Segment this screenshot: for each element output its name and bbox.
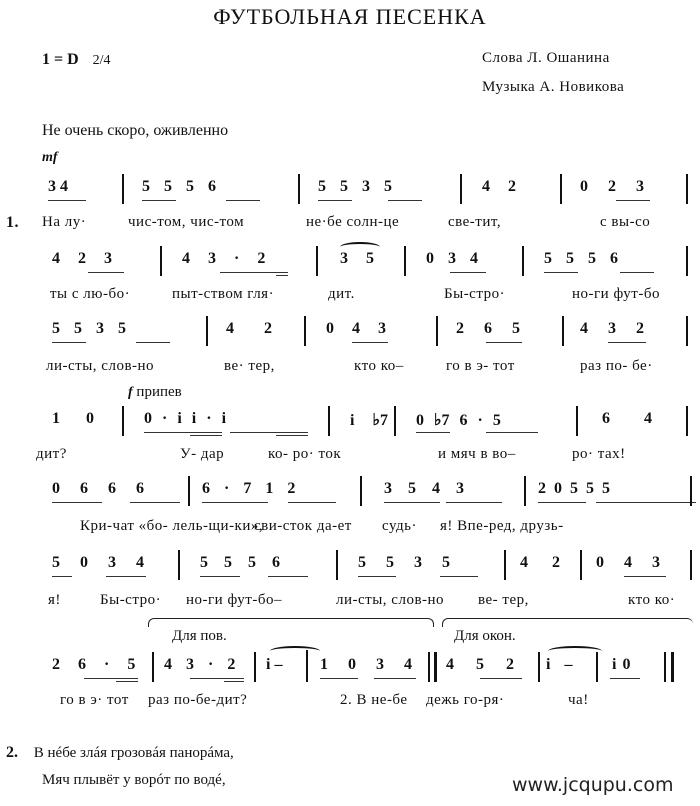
lyric: но-ги фут-бо– <box>186 592 282 608</box>
measure: 4 2 <box>520 554 560 571</box>
lyric: На лу· <box>42 214 87 230</box>
measure: 4 3 2 <box>580 320 644 337</box>
measure: 5 0 3 4 <box>52 554 144 571</box>
measure: 5 5 3 5 <box>318 178 392 195</box>
measure: i – <box>266 656 283 673</box>
volta-2-label: Для окон. <box>454 628 516 644</box>
dynamic-mf: mf <box>42 150 58 165</box>
lyric: дит? <box>36 446 67 462</box>
measure: 4 2 <box>226 320 272 337</box>
lyric: У- дар <box>180 446 225 462</box>
notation-line-4 <box>30 410 695 440</box>
measure: 1 0 3 4 <box>320 656 412 673</box>
measure: 5 5 3 5 <box>52 320 126 337</box>
measure: 4 3 · 2 <box>182 250 266 267</box>
chorus-label: припев <box>136 384 182 400</box>
lyrics-line-7 <box>6 692 696 714</box>
measure: i 0 <box>612 656 631 673</box>
lyric: ро· тах! <box>572 446 626 462</box>
lyric: ты с лю-бо· <box>50 286 131 302</box>
measure: 5 5 5 6 <box>200 554 280 571</box>
lyric: го в э- тот <box>446 358 515 374</box>
notation-line-2 <box>30 250 695 280</box>
repeat-barline <box>428 652 437 682</box>
lyric: не·бе солн-це <box>306 214 400 230</box>
tie <box>548 646 602 656</box>
tempo-marking: Не очень скоро, оживленно <box>42 122 229 139</box>
measure: 6 4 <box>602 410 652 427</box>
lyric: го в э· тот <box>60 692 129 708</box>
measure: 4 2 <box>482 178 516 195</box>
measure: 2 6 5 <box>456 320 520 337</box>
time-signature: 2/4 <box>92 53 111 68</box>
measure: 4 2 3 <box>52 250 112 267</box>
measure: 4 5 2 <box>446 656 514 673</box>
notation-line-1 <box>30 178 695 208</box>
song-title: ФУТБОЛЬНАЯ ПЕСЕНКА <box>213 4 487 29</box>
verse-2-line-2: Мяч плывёт у ворóт по водé, <box>42 772 226 788</box>
lyric: 2. В не-бе <box>340 692 408 708</box>
lyric: сви-сток да-ет <box>254 518 352 534</box>
measure: 0 ♭7 6 · 5 <box>416 412 501 429</box>
notation-line-5 <box>30 480 695 510</box>
lyric: я! <box>48 592 61 608</box>
lyric: я! Впе-ред, друзь- <box>440 518 564 534</box>
volta-1-bracket <box>148 618 434 627</box>
lyricist-credit: Слова Л. Ошанина <box>482 50 610 66</box>
measure: i – <box>546 656 573 673</box>
key: 1 = D <box>42 51 79 68</box>
measure: 0 6 6 6 <box>52 480 144 497</box>
measure: 4 3 · 2 <box>164 656 236 673</box>
measure: 0 3 4 <box>426 250 478 267</box>
watermark: www.jcqupu.com <box>512 774 674 796</box>
lyrics-line-2 <box>6 286 696 308</box>
lyric: све-тит, <box>448 214 502 230</box>
lyric: ве· тер, <box>224 358 275 374</box>
measure: i ♭7 <box>350 412 388 429</box>
notation-line-3 <box>30 320 695 350</box>
key-signature <box>42 51 111 69</box>
lyric: чис-том, чис-том <box>128 214 245 230</box>
verse-2-line-1: В нéбе злáя грозовáя панорáма, <box>33 745 234 761</box>
measure: 0 2 3 <box>580 178 644 195</box>
lyric: Кри-чат «бо- лель-щи-ки», <box>80 518 264 534</box>
lyric: ли-сты, слов-но <box>46 358 155 374</box>
lyrics-line-6 <box>6 592 696 614</box>
tie <box>270 646 320 656</box>
measure: 6 · 7 1 2 <box>202 480 296 497</box>
notation-line-7 <box>30 656 695 686</box>
verse-number: 1. <box>6 214 19 231</box>
lyric: и мяч в во– <box>438 446 516 462</box>
final-barline <box>664 652 674 682</box>
measure: 0 4 3 <box>326 320 386 337</box>
measure: 3 4 <box>48 178 68 195</box>
lyric: Бы-стро· <box>100 592 162 608</box>
measure: 2 0 5 5 5 <box>538 480 610 497</box>
measure: 0 4 3 <box>596 554 660 571</box>
lyric: кто ко– <box>354 358 404 374</box>
lyrics-line-5 <box>6 518 696 540</box>
lyric: дежь го-ря· <box>426 692 505 708</box>
lyric: пыт-ством гля· <box>172 286 275 302</box>
chorus-marking <box>128 384 182 401</box>
verse-2 <box>6 744 234 762</box>
volta-1-label: Для пов. <box>172 628 227 644</box>
lyrics-line-3 <box>6 358 696 380</box>
measure: 5 5 3 5 <box>358 554 450 571</box>
lyric: ча! <box>568 692 589 708</box>
dynamic-f: f <box>128 385 133 400</box>
measure: 5 5 5 6 <box>544 250 618 267</box>
lyrics-line-4 <box>6 446 696 468</box>
lyric: кто ко· <box>628 592 676 608</box>
composer-credit: Музыка А. Новикова <box>482 79 625 95</box>
lyric: ве- тер, <box>478 592 529 608</box>
notation-line-6 <box>30 554 695 584</box>
lyric: ко- ро· ток <box>268 446 342 462</box>
lyric: раз по- бе· <box>580 358 653 374</box>
measure: 0 · i i · i <box>144 410 227 427</box>
lyric: но-ги фут-бо <box>572 286 660 302</box>
lyrics-line-1 <box>6 214 696 236</box>
measure: 2 6 · 5 <box>52 656 136 673</box>
measure: 3 5 <box>340 250 374 267</box>
measure: 3 5 4 3 <box>384 480 464 497</box>
verse-2-number: 2. <box>6 744 18 761</box>
lyric: ли-сты, слов-но <box>336 592 445 608</box>
measure: 5 5 5 6 <box>142 178 216 195</box>
measure: 1 0 <box>52 410 94 427</box>
lyric: дит. <box>328 286 355 302</box>
lyric: с вы-со <box>600 214 651 230</box>
lyric: Бы-стро· <box>444 286 506 302</box>
lyric: раз по-бе-дит? <box>148 692 248 708</box>
lyric: судь· <box>382 518 417 534</box>
volta-2-bracket <box>442 618 693 627</box>
